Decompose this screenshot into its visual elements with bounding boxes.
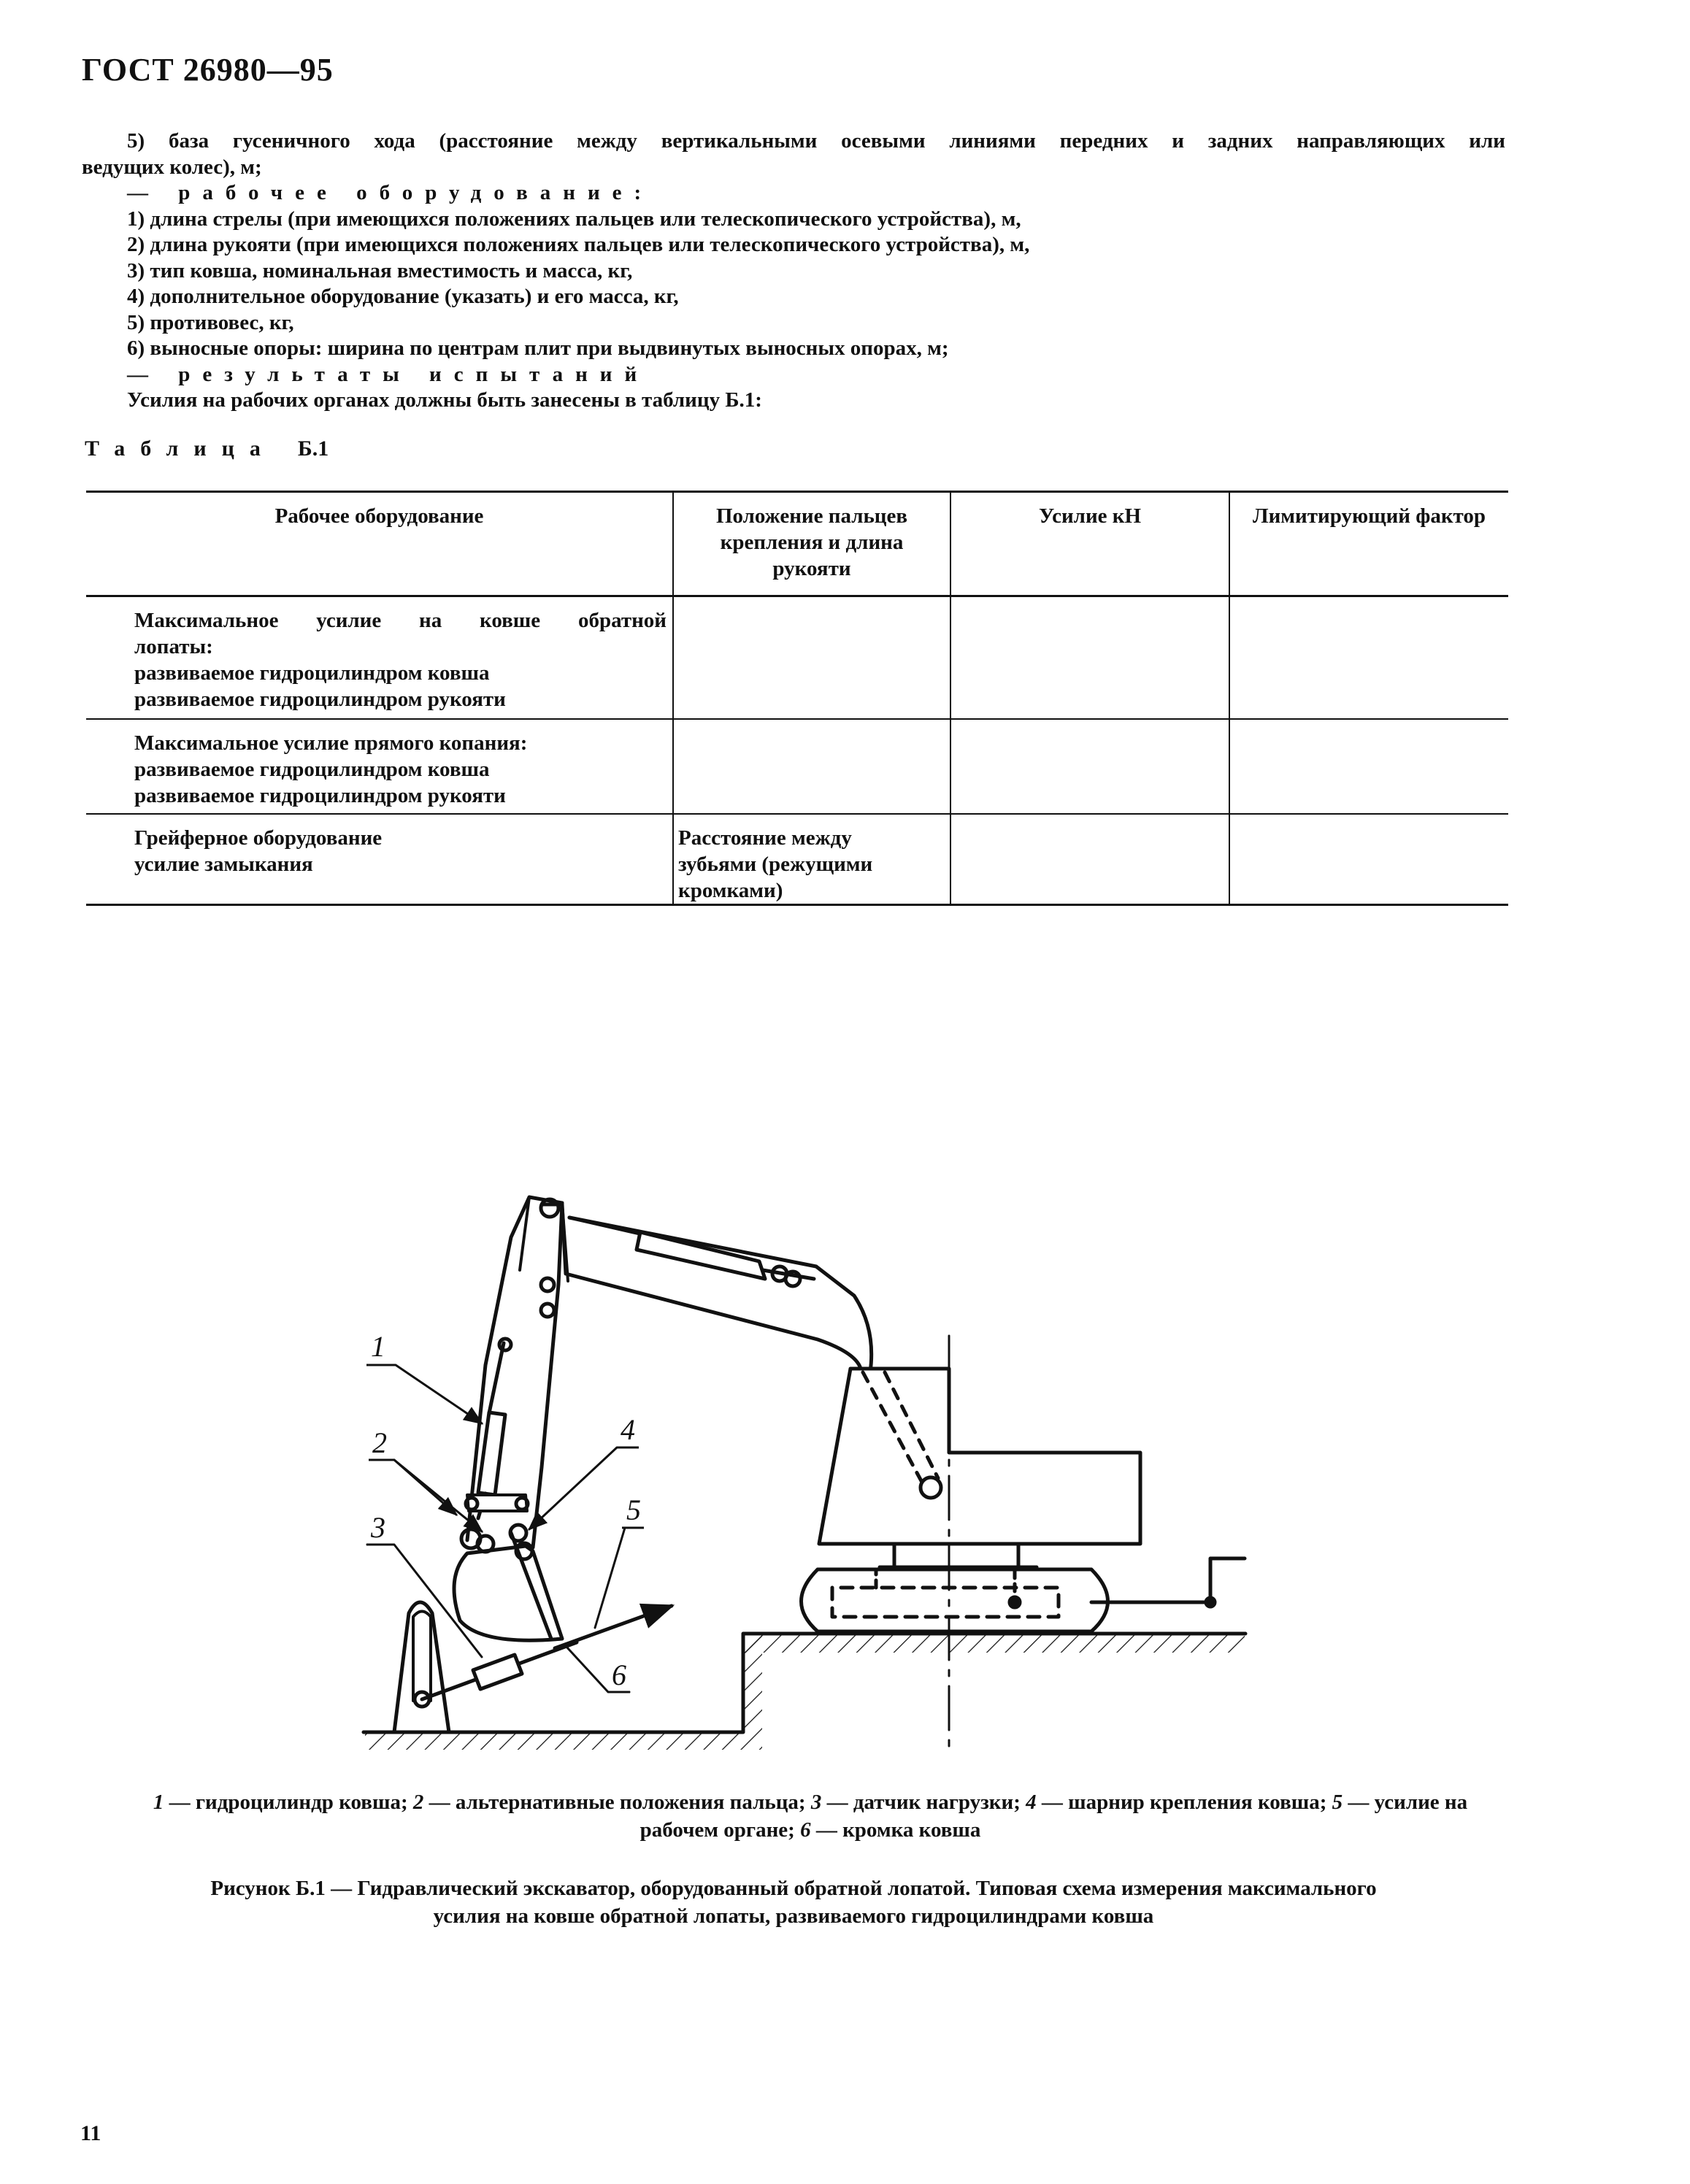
cell-line: развиваемое гидроцилиндром ковша — [134, 757, 490, 781]
cell-line: развиваемое гидроцилиндром рукояти — [134, 783, 506, 807]
cell-line: лопаты: — [134, 635, 213, 658]
cell-line: Грейферное оборудование — [134, 826, 383, 850]
equipment-item: 4) дополнительное оборудование (указать) и его масса, кг, — [127, 285, 679, 308]
equipment-item: 3) тип ковша, номинальная вместимость и масса, кг, — [127, 258, 633, 282]
legend-text: — альтернативные положения пальца; — [423, 1791, 811, 1814]
legend-text: — датчик нагрузки; — [821, 1791, 1026, 1814]
equipment-heading: — рабочее оборудование: — [127, 181, 654, 204]
column-header: Лимитирующий фактор — [1229, 492, 1508, 596]
column-header: Рабочее оборудование — [86, 492, 673, 596]
column-header: Положение пальцев крепления и длина рукояти — [673, 492, 950, 596]
load-frame — [394, 1602, 449, 1732]
intro-line-continued: ведущих колес), м; — [82, 155, 262, 179]
equipment-item: 2) длина рукояти (при имеющихся положениях пальцев или телескопического устройства), м, — [127, 233, 1030, 256]
upper-structure — [819, 1369, 1140, 1544]
table-caption-word: Таблица — [85, 437, 276, 461]
legend-num: 5 — [1332, 1791, 1343, 1814]
equipment-item: 6) выносные опоры: ширина по центрам плит при выдвинутых выносных опорах, м; — [127, 337, 949, 360]
column-header: Усилие кН — [950, 492, 1229, 596]
label-6: 6 — [612, 1658, 626, 1691]
label-3: 3 — [371, 1511, 385, 1544]
crawler-track — [802, 1569, 1108, 1631]
forces-note: Усилия на рабочих органах должны быть занесены в таблицу Б.1: — [127, 388, 762, 412]
label-1: 1 — [371, 1330, 385, 1363]
cell-line: зубьями (режущими — [678, 852, 873, 876]
figure-caption-line: усилия на ковше обратной лопаты, развиваемого гидроцилиндрами ковша — [433, 1904, 1154, 1928]
document-code: ГОСТ 26980—95 — [82, 52, 334, 88]
figure-caption-line: Рисунок Б.1 — Гидравлический экскаватор, оборудованный обратной лопатой. Типовая схема измерения максимального — [210, 1877, 1377, 1900]
cell-line: кромками) — [678, 878, 783, 902]
legend-num: 3 — [810, 1791, 822, 1814]
legend-num: 4 — [1026, 1791, 1037, 1814]
cell-line: развиваемое гидроцилиндром ковша — [134, 661, 490, 685]
results-heading: — результаты испытаний — [127, 362, 650, 386]
legend-text: — шарнир крепления ковша; — [1036, 1791, 1332, 1814]
cell-line: усилие замыкания — [134, 852, 313, 876]
label-2: 2 — [372, 1426, 387, 1459]
table-caption-number: Б.1 — [297, 437, 329, 461]
cell-line: развиваемое гидроцилиндром рукояти — [134, 688, 506, 711]
cell-line: Максимальное усилие прямого копания: — [134, 731, 528, 755]
force-arrow — [555, 1606, 672, 1648]
equipment-item: 5) противовес, кг, — [127, 310, 294, 334]
load-sensor — [422, 1642, 577, 1699]
ground — [364, 1634, 1245, 1750]
boom — [542, 1204, 872, 1398]
legend-text: — гидроцилиндр ковша; — [164, 1791, 413, 1814]
legend-text: — усилие на рабочем органе; — [639, 1791, 1468, 1842]
tie-down — [1091, 1558, 1245, 1607]
intro-line: 5) база гусеничного хода (расстояние между вертикальными осевыми линиями передних и задних направляющих или — [127, 129, 1505, 153]
page-number: 11 — [80, 2121, 101, 2145]
boom-cylinder — [569, 1218, 814, 1286]
label-4: 4 — [621, 1413, 635, 1446]
figure-caption — [82, 1875, 1505, 1930]
legend-num: 6 — [800, 1818, 811, 1842]
cell-line: Максимальное усилие на ковше обратной — [134, 609, 667, 632]
bucket-cylinder — [478, 1339, 511, 1518]
cell-line: Расстояние между — [678, 826, 852, 850]
label-5: 5 — [626, 1493, 641, 1526]
legend-text: — кромка ковша — [810, 1818, 981, 1842]
equipment-item: 1) длина стрелы (при имеющихся положениях пальцев или телескопического устройства), м, — [127, 207, 1021, 231]
figure-legend — [117, 1788, 1504, 1844]
legend-num: 1 — [153, 1791, 164, 1814]
legend-num: 2 — [412, 1791, 424, 1814]
